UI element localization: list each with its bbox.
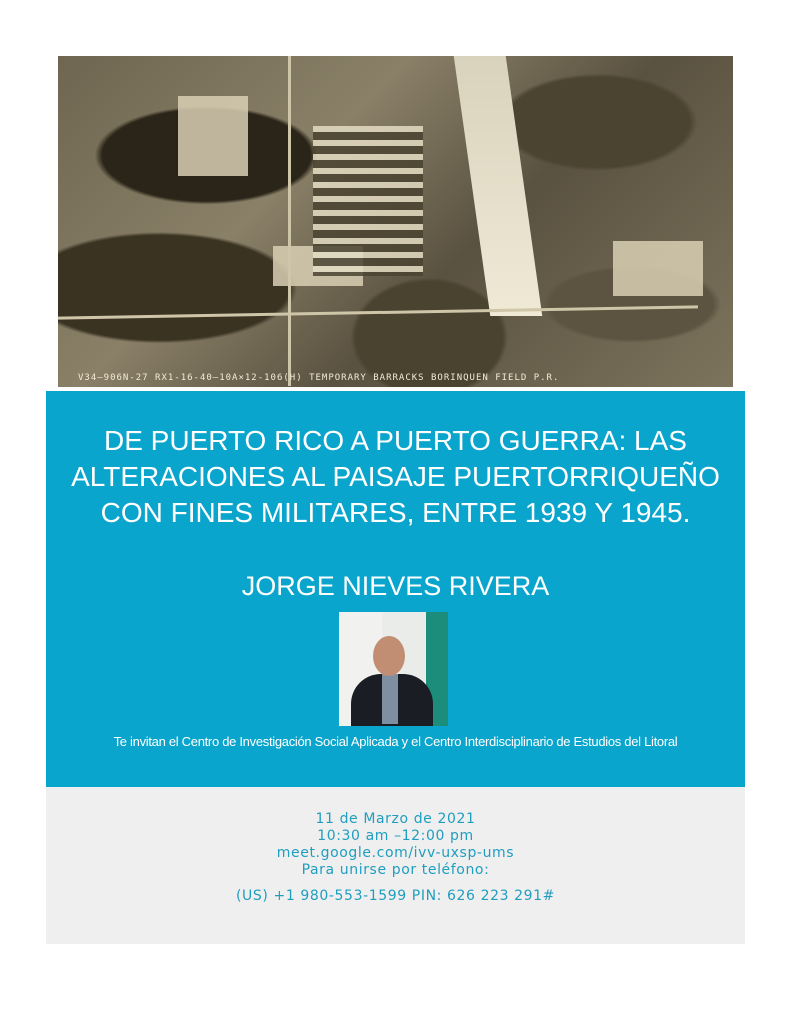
speaker-name: JORGE NIEVES RIVERA bbox=[241, 571, 550, 601]
title-line: ALTERACIONES AL PAISAJE PUERTORRIQUEÑO bbox=[71, 461, 720, 492]
aerial-photo-image bbox=[58, 56, 733, 387]
title-line: DE PUERTO RICO A PUERTO GUERRA: LAS bbox=[104, 425, 687, 456]
phone-number: (US) +1 980-553-1599 PIN: 626 223 291# bbox=[235, 888, 556, 904]
title-line: CON FINES MILITARES, ENTRE 1939 Y 1945. bbox=[100, 497, 691, 528]
speaker-portrait bbox=[339, 612, 448, 726]
meeting-link[interactable]: meet.google.com/ivv-uxsp-ums bbox=[276, 845, 515, 861]
event-details bbox=[46, 787, 745, 944]
lecture-title bbox=[46, 423, 745, 531]
event-time: 10:30 am –12:00 pm bbox=[317, 828, 474, 844]
event-date: 11 de Marzo de 2021 bbox=[315, 811, 476, 827]
invitation-text: Te invitan el Centro de Investigación Social Aplicada y el Centro Interdisciplinario de Estudios del Litoral bbox=[113, 734, 678, 749]
aerial-photo bbox=[46, 48, 745, 391]
title-band bbox=[46, 391, 745, 787]
phone-label: Para unirse por teléfono: bbox=[301, 862, 490, 878]
photo-caption: V34—906N-27 RX1-16-40—10A×12-106(H) TEMPORARY BARRACKS BORINQUEN FIELD P.R. bbox=[78, 373, 560, 383]
event-flyer bbox=[46, 48, 745, 944]
